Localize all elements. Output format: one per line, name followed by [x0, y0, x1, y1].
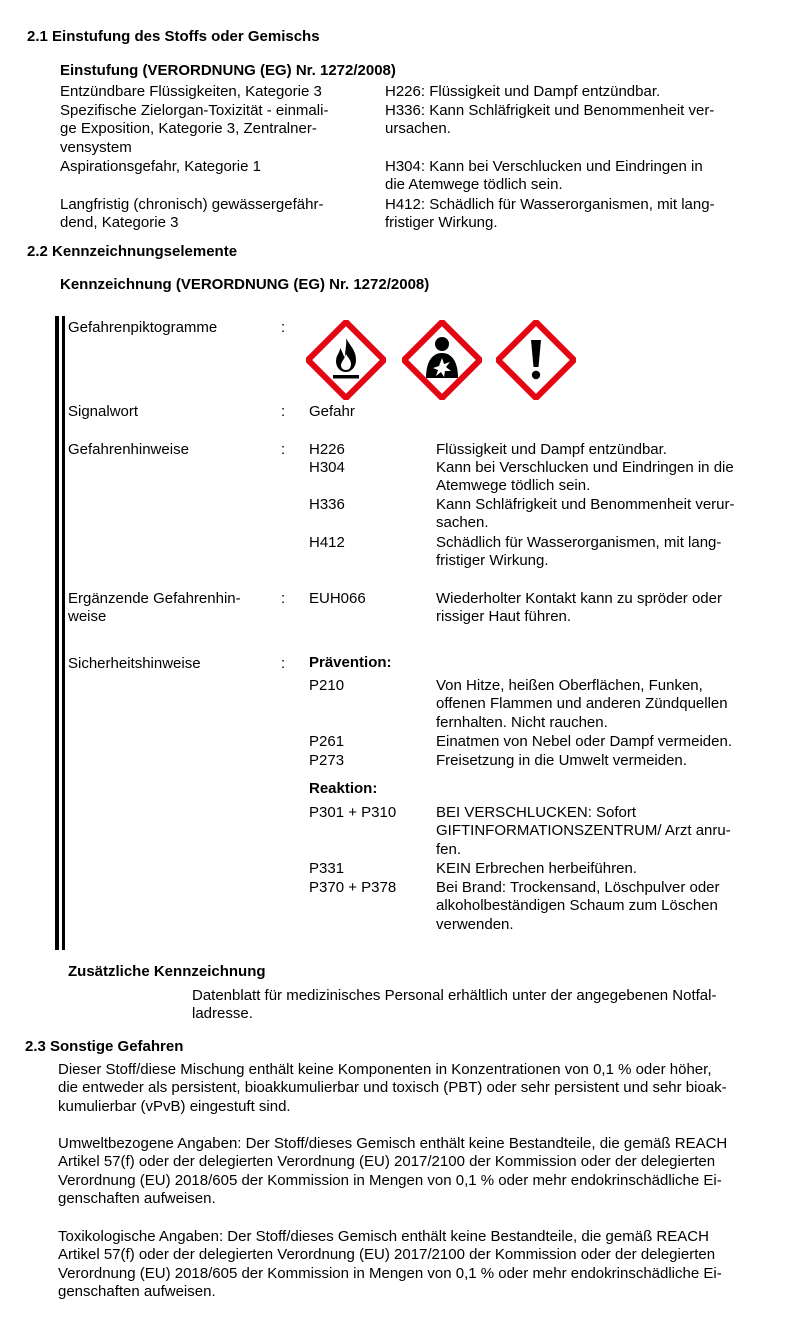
text-line: Flüssigkeit und Dampf entzündbar. [436, 441, 667, 458]
text-line: Schädlich für Wasserorganismen, mit lang- [436, 534, 722, 551]
class-left-2 [60, 102, 328, 157]
supplemental-code: EUH066 [309, 590, 366, 607]
precaution-text [436, 804, 731, 859]
colon: : [281, 319, 286, 336]
additional-labelling-heading: Zusätzliche Kennzeichnung [68, 963, 266, 980]
change-bar [55, 316, 67, 950]
colon: : [281, 403, 286, 420]
text-line: ursachen. [385, 120, 451, 138]
environmental-info-paragraph [58, 1135, 727, 1209]
signal-word-value: Gefahr [309, 403, 355, 420]
text-line: Atemwege tödlich sein. [436, 477, 591, 495]
text-line: vensystem [60, 138, 132, 156]
text-line: BEI VERSCHLUCKEN: Sofort [436, 804, 637, 821]
text-line: Wiederholter Kontakt kann zu spröder oder [436, 590, 722, 607]
text-line: genschaften aufweisen. [58, 1190, 216, 1208]
supplemental-text [436, 590, 722, 627]
section-2-2-title: 2.2 Kennzeichnungselemente [27, 243, 238, 260]
class-left-3 [60, 158, 261, 176]
text-line: Verordnung (EU) 2018/605 der Kommission in Mengen von 0,1 % oder mehr endokrinschädliche Ei- [58, 1171, 722, 1189]
additional-labelling-text [192, 987, 716, 1024]
precaution-code: P273 [309, 752, 345, 769]
text-line: Spezifische Zielorgan-Toxizität - einmali- [60, 102, 329, 119]
text-line: kumulierbar (vPvB) eingestuft sind. [58, 1097, 291, 1115]
colon: : [281, 590, 286, 607]
text-line: ge Exposition, Kategorie 3, Zentralner- [60, 120, 317, 138]
precaution-text [436, 677, 728, 732]
text-line: alkoholbeständigen Schaum zum Löschen [436, 897, 718, 915]
class-right-1 [385, 83, 660, 101]
hazard-text [436, 496, 735, 533]
hazard-text [436, 459, 734, 496]
colon: : [281, 441, 286, 458]
class-right-3 [385, 158, 703, 195]
precaution-text [436, 733, 732, 751]
text-line: die Atemwege tödlich sein. [385, 176, 563, 194]
text-line: dend, Kategorie 3 [60, 214, 179, 232]
signal-word-label: Signalwort [68, 403, 139, 420]
hazard-code: H226 [309, 441, 345, 458]
text-line: Dieser Stoff/diese Mischung enthält keine Komponenten in Konzentrationen von 0,1 % oder höher, [58, 1061, 712, 1078]
precaution-text [436, 860, 637, 878]
section-2-1-title: 2.1 Einstufung des Stoffs oder Gemischs [27, 28, 320, 45]
text-line: Datenblatt für medizinisches Personal erhältlich unter der angegebenen Notfal- [192, 987, 717, 1004]
pictograms-label: Gefahrenpiktogramme [68, 319, 218, 336]
text-line: H226: Flüssigkeit und Dampf entzündbar. [385, 83, 661, 100]
text-line: Toxikologische Angaben: Der Stoff/dieses Gemisch enthält keine Bestandteile, die gemäß REACH [58, 1228, 709, 1245]
prevention-heading: Prävention: [309, 654, 392, 671]
supplemental-hazard-label [68, 590, 241, 627]
text-line: Bei Brand: Trockensand, Löschpulver oder [436, 879, 720, 896]
text-line: Kann Schläfrigkeit und Benommenheit verur- [436, 496, 735, 513]
section-2-3-title: 2.3 Sonstige Gefahren [25, 1038, 184, 1055]
text-line: Kann bei Verschlucken und Eindringen in die [436, 459, 734, 476]
exclamation-mark-icon [496, 320, 576, 400]
text-line: fernhalten. Nicht rauchen. [436, 713, 608, 731]
precaution-code: P210 [309, 677, 345, 694]
class-left-1 [60, 83, 322, 101]
text-line: die entweder als persistent, bioakkumulierbar und toxisch (PBT) oder sehr persistent und sehr bioak- [58, 1079, 727, 1097]
hazard-statements-label: Gefahrenhinweise [68, 441, 189, 458]
other-hazards-paragraph [58, 1061, 727, 1116]
health-hazard-icon [402, 320, 482, 400]
precaution-text [436, 752, 687, 770]
text-line: H304: Kann bei Verschlucken und Eindringen in [385, 158, 703, 175]
precaution-code: P261 [309, 733, 345, 750]
text-line: Einatmen von Nebel oder Dampf vermeiden. [436, 733, 732, 750]
hazard-text [436, 534, 721, 571]
text-line: rissiger Haut führen. [436, 608, 572, 626]
precaution-text [436, 879, 720, 934]
text-line: Von Hitze, heißen Oberflächen, Funken, [436, 677, 703, 694]
toxicological-info-paragraph [58, 1228, 722, 1302]
text-line: Aspirationsgefahr, Kategorie 1 [60, 158, 261, 175]
text-line: GIFTINFORMATIONSZENTRUM/ Arzt anru- [436, 822, 731, 840]
class-left-4 [60, 196, 323, 233]
text-line: verwenden. [436, 915, 514, 933]
text-line: KEIN Erbrechen herbeiführen. [436, 860, 637, 877]
text-line: Artikel 57(f) oder der delegierten Verordnung (EU) 2017/2100 der Kommission oder der delegierten [58, 1153, 716, 1171]
reaction-heading: Reaktion: [309, 780, 378, 797]
text-line: genschaften aufweisen. [58, 1283, 216, 1301]
text-line: offenen Flammen und anderen Zündquellen [436, 695, 728, 713]
precaution-code: P370 + P378 [309, 879, 397, 896]
text-line: sachen. [436, 514, 489, 532]
text-line: Freisetzung in die Umwelt vermeiden. [436, 752, 687, 769]
class-right-4 [385, 196, 715, 233]
classification-subtitle: Einstufung (VERORDNUNG (EG) Nr. 1272/2008) [60, 62, 396, 79]
hazard-code: H412 [309, 534, 345, 551]
hazard-code: H304 [309, 459, 345, 476]
flame-icon [306, 320, 386, 400]
hazard-text [436, 441, 667, 459]
colon: : [281, 655, 286, 672]
text-line: weise [68, 608, 107, 626]
labelling-subtitle: Kennzeichnung (VERORDNUNG (EG) Nr. 1272/2008) [60, 276, 430, 293]
text-line: fristiger Wirkung. [436, 552, 549, 570]
text-line: ladresse. [192, 1005, 253, 1023]
precaution-code: P301 + P310 [309, 804, 397, 821]
text-line: fristiger Wirkung. [385, 214, 498, 232]
text-line: Ergänzende Gefahrenhin- [68, 590, 241, 607]
text-line: Langfristig (chronisch) gewässergefähr- [60, 196, 324, 213]
hazard-code: H336 [309, 496, 345, 513]
text-line: Verordnung (EU) 2018/605 der Kommission in Mengen von 0,1 % oder mehr endokrinschädliche Ei- [58, 1264, 722, 1282]
text-line: fen. [436, 840, 462, 858]
precautionary-label: Sicherheitshinweise [68, 655, 201, 672]
text-line: H412: Schädlich für Wasserorganismen, mit lang- [385, 196, 715, 213]
text-line: H336: Kann Schläfrigkeit und Benommenheit ver- [385, 102, 715, 119]
text-line: Entzündbare Flüssigkeiten, Kategorie 3 [60, 83, 322, 100]
class-right-2 [385, 102, 714, 139]
precaution-code: P331 [309, 860, 345, 877]
text-line: Umweltbezogene Angaben: Der Stoff/dieses Gemisch enthält keine Bestandteile, die gemäß REACH [58, 1135, 728, 1152]
text-line: Artikel 57(f) oder der delegierten Verordnung (EU) 2017/2100 der Kommission oder der delegierten [58, 1246, 716, 1264]
